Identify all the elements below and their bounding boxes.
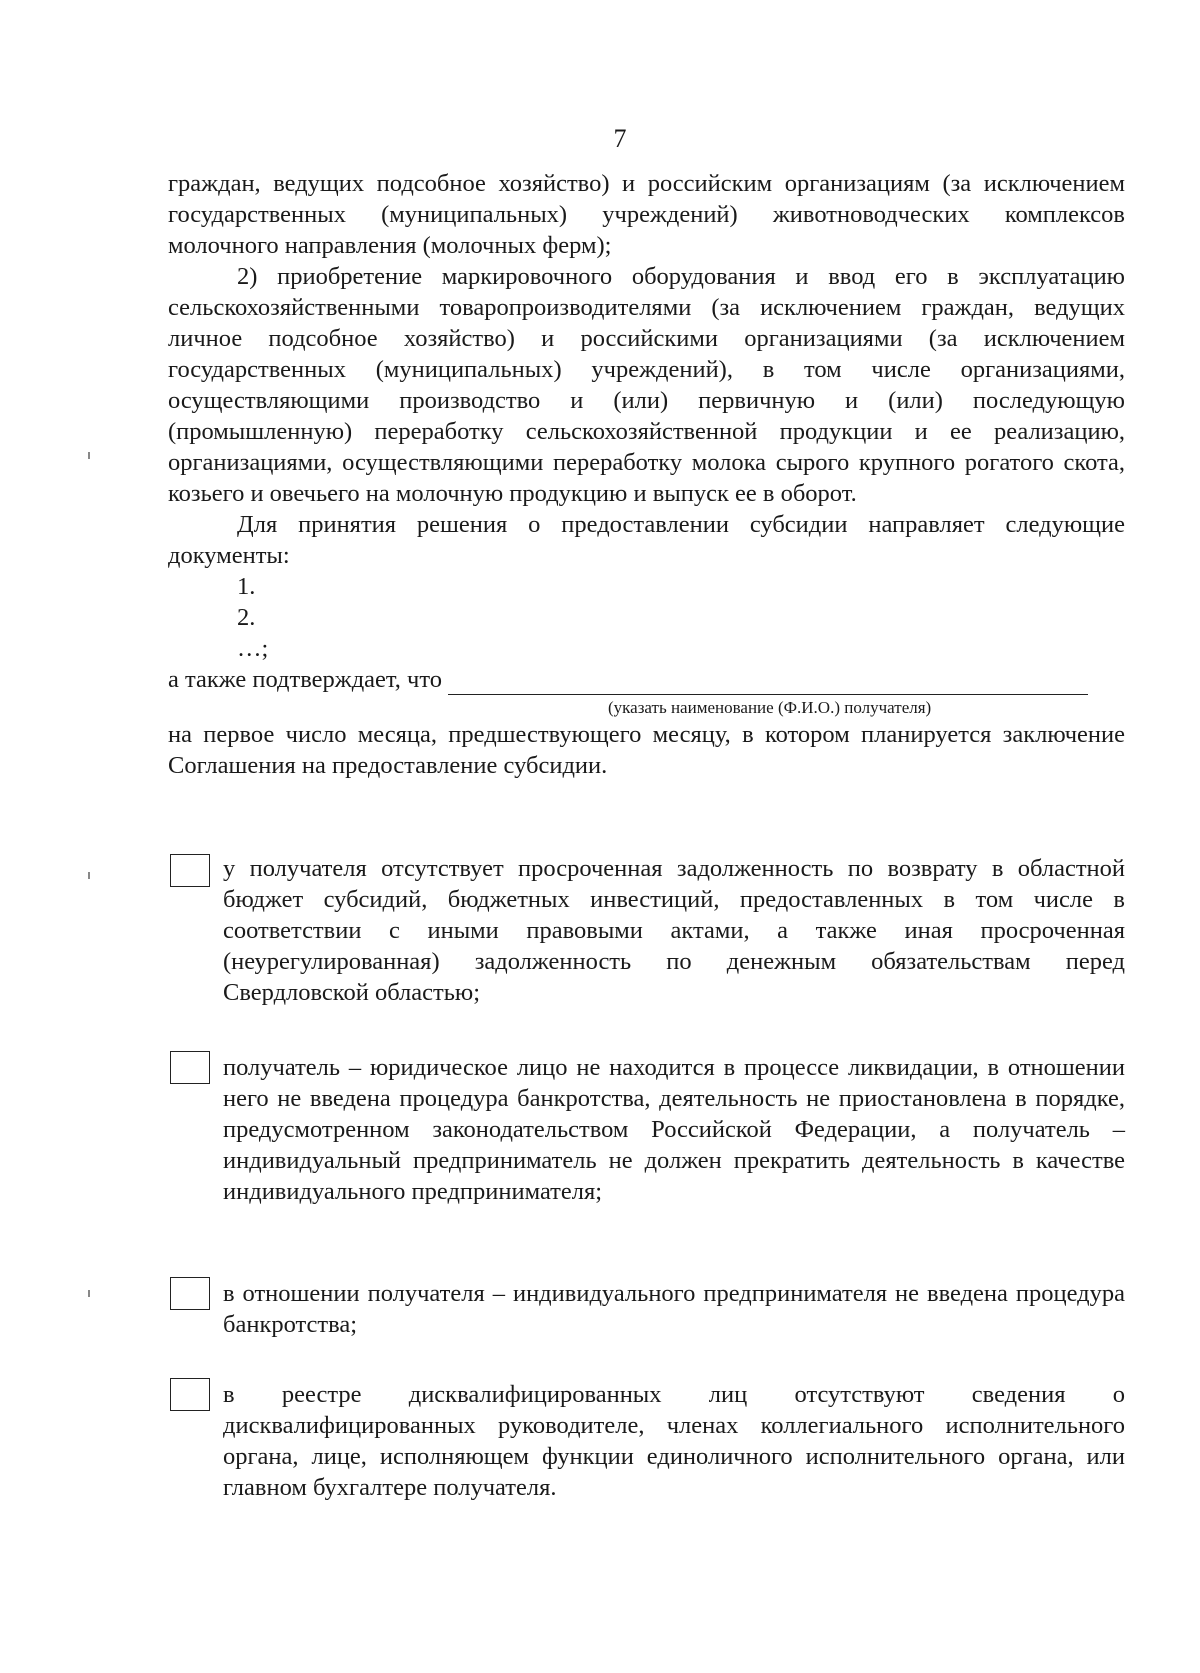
condition-item: [168, 1052, 1125, 1207]
condition-text: в отношении получателя – индивидуального предпринимателя не введена процедура банкротства;: [223, 1280, 1125, 1338]
confirm-line: [168, 664, 1125, 695]
condition-checkbox[interactable]: [170, 1051, 210, 1084]
main-text: [168, 168, 1125, 781]
paragraph-documents: Для принятия решения о предоставлении субсидии направляет следующие документы:: [168, 511, 1125, 569]
condition-text: получатель – юридическое лицо не находится в процессе ликвидации, в отношении него не введена процедура банкротства, деятельность не приостановлена в порядке, предусмотренном законодательством Российской Федерации, а получатель – индивидуальный предприниматель не должен прекратить деятельность в качестве индивидуального предпринимателя;: [223, 1054, 1125, 1205]
condition-checkbox[interactable]: [170, 1277, 210, 1310]
margin-mark: [88, 872, 90, 879]
condition-text: у получателя отсутствует просроченная задолженность по возврату в областной бюджет субсидий, бюджетных инвестиций, предоставленных в том числе в соответствии с иными правовыми актами, а также иная просроченная (неурегулированная) задолженность по денежным обязательствам перед Свердловской областью;: [223, 855, 1125, 1006]
recipient-name-field[interactable]: [448, 672, 1088, 695]
condition-item: [168, 1379, 1125, 1503]
paragraph-item-2: 2) приобретение маркировочного оборудования и ввод его в эксплуатацию сельскохозяйственными товаропроизводителями (за исключением граждан, ведущих личное подсобное хозяйство) и российскими организациями (за исключением государственных (муниципальных) учреждений), в том числе организациями, осуществляющими производство и (или) первичную и (или) последующую (промышленную) переработку сельскохозяйственной продукции и ее реализацию, организациями, осуществляющими переработку молока сырого крупного рогатого скота, козьего и овечьего на молочную продукцию и выпуск ее в оборот.: [168, 263, 1125, 507]
margin-mark: [88, 452, 90, 459]
document-list-item: …;: [237, 635, 269, 662]
paragraph-continuation: граждан, ведущих подсобное хозяйство) и российским организациям (за исключением государственных (муниципальных) учреждений) животноводческих комплексов молочного направления (молочных ферм);: [168, 170, 1125, 259]
document-list-item: 2.: [237, 604, 256, 631]
page-number: 7: [613, 124, 627, 153]
condition-checkbox[interactable]: [170, 854, 210, 887]
paragraph-date-condition: на первое число месяца, предшествующего месяцу, в котором планируется заключение Соглашения на предоставление субсидии.: [168, 721, 1125, 779]
recipient-field-caption: (указать наименование (Ф.И.О.) получателя): [608, 698, 932, 717]
confirm-lead: а также подтверждает, что: [168, 666, 442, 693]
condition-text: в реестре дисквалифицированных лиц отсутствуют сведения о дисквалифицированных руководителе, членах коллегиального исполнительного органа, лице, исполняющем функции единоличного исполнительного органа, или главном бухгалтере получателя.: [223, 1381, 1125, 1501]
condition-item: [168, 1278, 1125, 1340]
condition-checkbox[interactable]: [170, 1378, 210, 1411]
margin-mark: [88, 1290, 90, 1297]
document-list-item: 1.: [237, 573, 256, 600]
condition-item: [168, 853, 1125, 1008]
